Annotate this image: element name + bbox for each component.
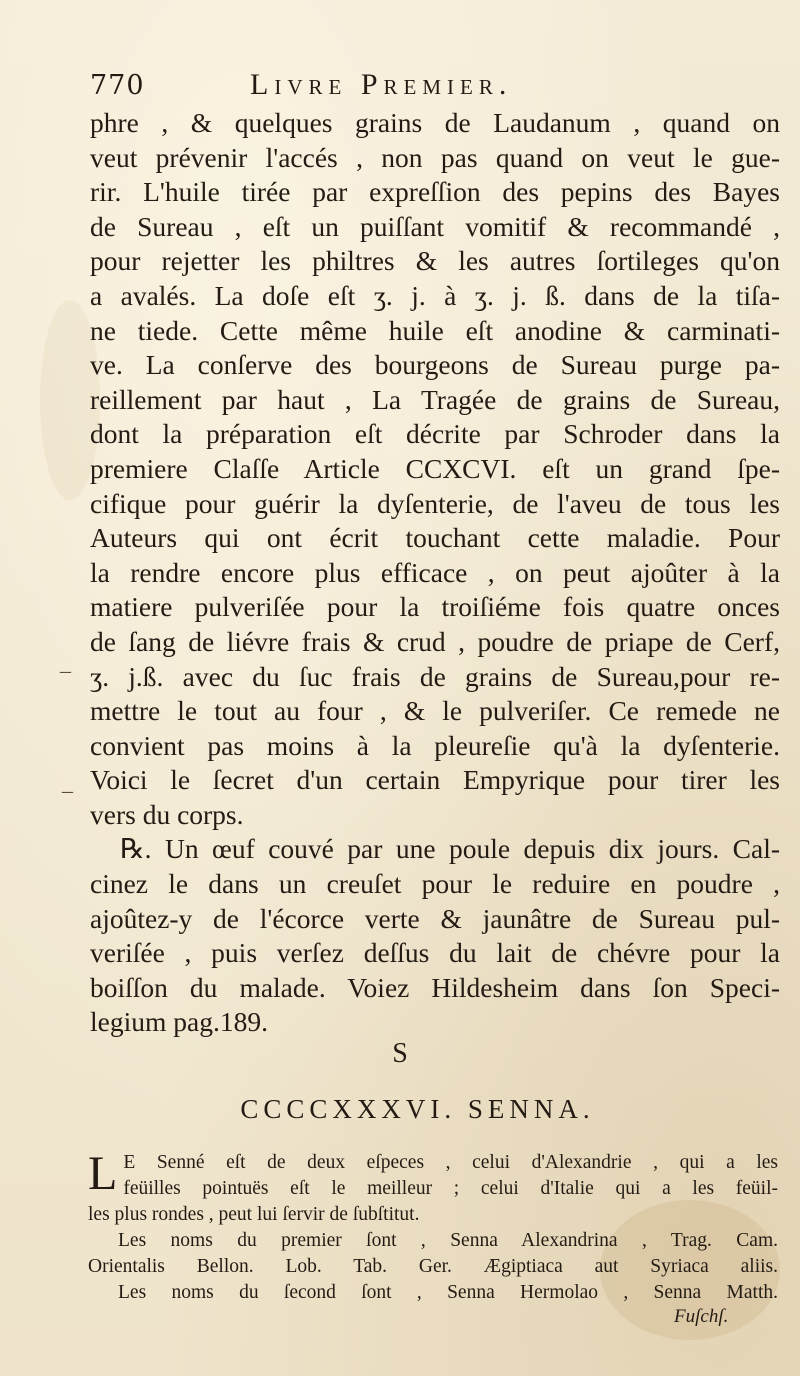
- margin-mark: _: [60, 650, 71, 675]
- catchword: Fuſchſ.: [674, 1306, 729, 1327]
- text-line: vers du corps.: [90, 798, 244, 830]
- text-line: dont la préparation eſt décrite par Schroder dans la: [90, 418, 780, 450]
- running-title: Livre Premier.: [250, 68, 513, 101]
- text-line: a avalés. La doſe eſt ʒ. j. à ʒ. j. ß. dans de la tiſa-: [90, 279, 780, 311]
- text-line: ve. La conſerve des bourgeons de Sureau purge pa-: [90, 349, 780, 381]
- section-letter: S: [392, 1038, 408, 1069]
- text-line: premiere Claſſe Article CCXCVI. eſt un grand ſpe-: [90, 452, 780, 484]
- text-line: boiſſon du malade. Voiez Hildesheim dans ſon Speci-: [90, 971, 780, 1003]
- article-text-block: [88, 1147, 778, 1306]
- text-line: legium pag.189.: [90, 1006, 268, 1038]
- article-line: Les noms du premier ſont , Senna Alexandrina , Trag. Cam.: [118, 1230, 778, 1251]
- article-line: feüilles pointuës eſt le meilleur ; celui d'Italie qui a les feüil-: [123, 1178, 778, 1199]
- recipe-line: ℞. Un œuf couvé par une poule depuis dix jours. Cal-: [120, 833, 780, 865]
- section-title: CCCCXXXVI. SENNA.: [240, 1094, 595, 1124]
- page-header: [90, 66, 780, 106]
- text-line: ajoûtez-y de l'écorce verte & jaunâtre de Sureau pul-: [90, 902, 780, 934]
- text-line: Voici le ſecret d'un certain Empyrique pour tirer les: [90, 764, 780, 796]
- article-line: Orientalis Bellon. Lob. Tab. Ger. Ægiptiaca aut Syriaca aliis.: [88, 1256, 778, 1277]
- text-line: de ſang de liévre frais & crud , poudre de priape de Cerf,: [90, 625, 780, 657]
- text-line: veut prévenir l'accés , non pas quand on veut le gue-: [90, 141, 780, 173]
- main-text-block: [90, 106, 780, 1040]
- text-line: veriſée , puis verſez deſſus du lait de chévre pour la: [90, 937, 780, 969]
- article-line: les plus rondes , peut lui ſervir de ſubſtitut.: [88, 1204, 420, 1225]
- text-line: convient pas moins à la pleureſie qu'à la dyſenterie.: [90, 729, 780, 761]
- page-number: 770: [90, 70, 145, 101]
- text-line: la rendre encore plus efficace , on peut ajoûter à la: [90, 556, 780, 588]
- text-line: cinez le dans un creuſet pour le reduire en poudre ,: [90, 868, 780, 900]
- text-line: de Sureau , eſt un puiſſant vomitif & recommandé ,: [90, 210, 780, 242]
- text-line: pour rejetter les philtres & les autres ſortileges qu'on: [90, 245, 780, 277]
- text-line: Auteurs qui ont écrit touchant cette maladie. Pour: [90, 522, 780, 554]
- margin-mark: _: [62, 770, 73, 795]
- text-line: rir. L'huile tirée par expreſſion des pepins des Bayes: [90, 176, 780, 208]
- text-line: phre , & quelques grains de Laudanum , quand on: [90, 107, 780, 138]
- drop-cap: L: [88, 1147, 118, 1200]
- text-line: ne tiede. Cette même huile eſt anodine & carminati-: [90, 314, 780, 346]
- text-line: cifique pour guérir la dyſenterie, de l'aveu de tous les: [90, 487, 780, 519]
- text-line: matiere pulveriſée pour la troiſiéme fois quatre onces: [90, 591, 780, 623]
- text-line: mettre le tout au four , & le pulveriſer. Ce remede ne: [90, 695, 780, 727]
- text-line: ʒ. j.ß. avec du ſuc frais de grains de Sureau,pour re-: [90, 660, 780, 692]
- article-line: Les noms du ſecond ſont , Senna Hermolao , Senna Matth.: [118, 1282, 778, 1303]
- article-line: E Senné eſt de deux eſpeces , celui d'Alexandrie , qui a les: [123, 1152, 778, 1173]
- text-line: reillement par haut , La Tragée de grains de Sureau,: [90, 383, 780, 415]
